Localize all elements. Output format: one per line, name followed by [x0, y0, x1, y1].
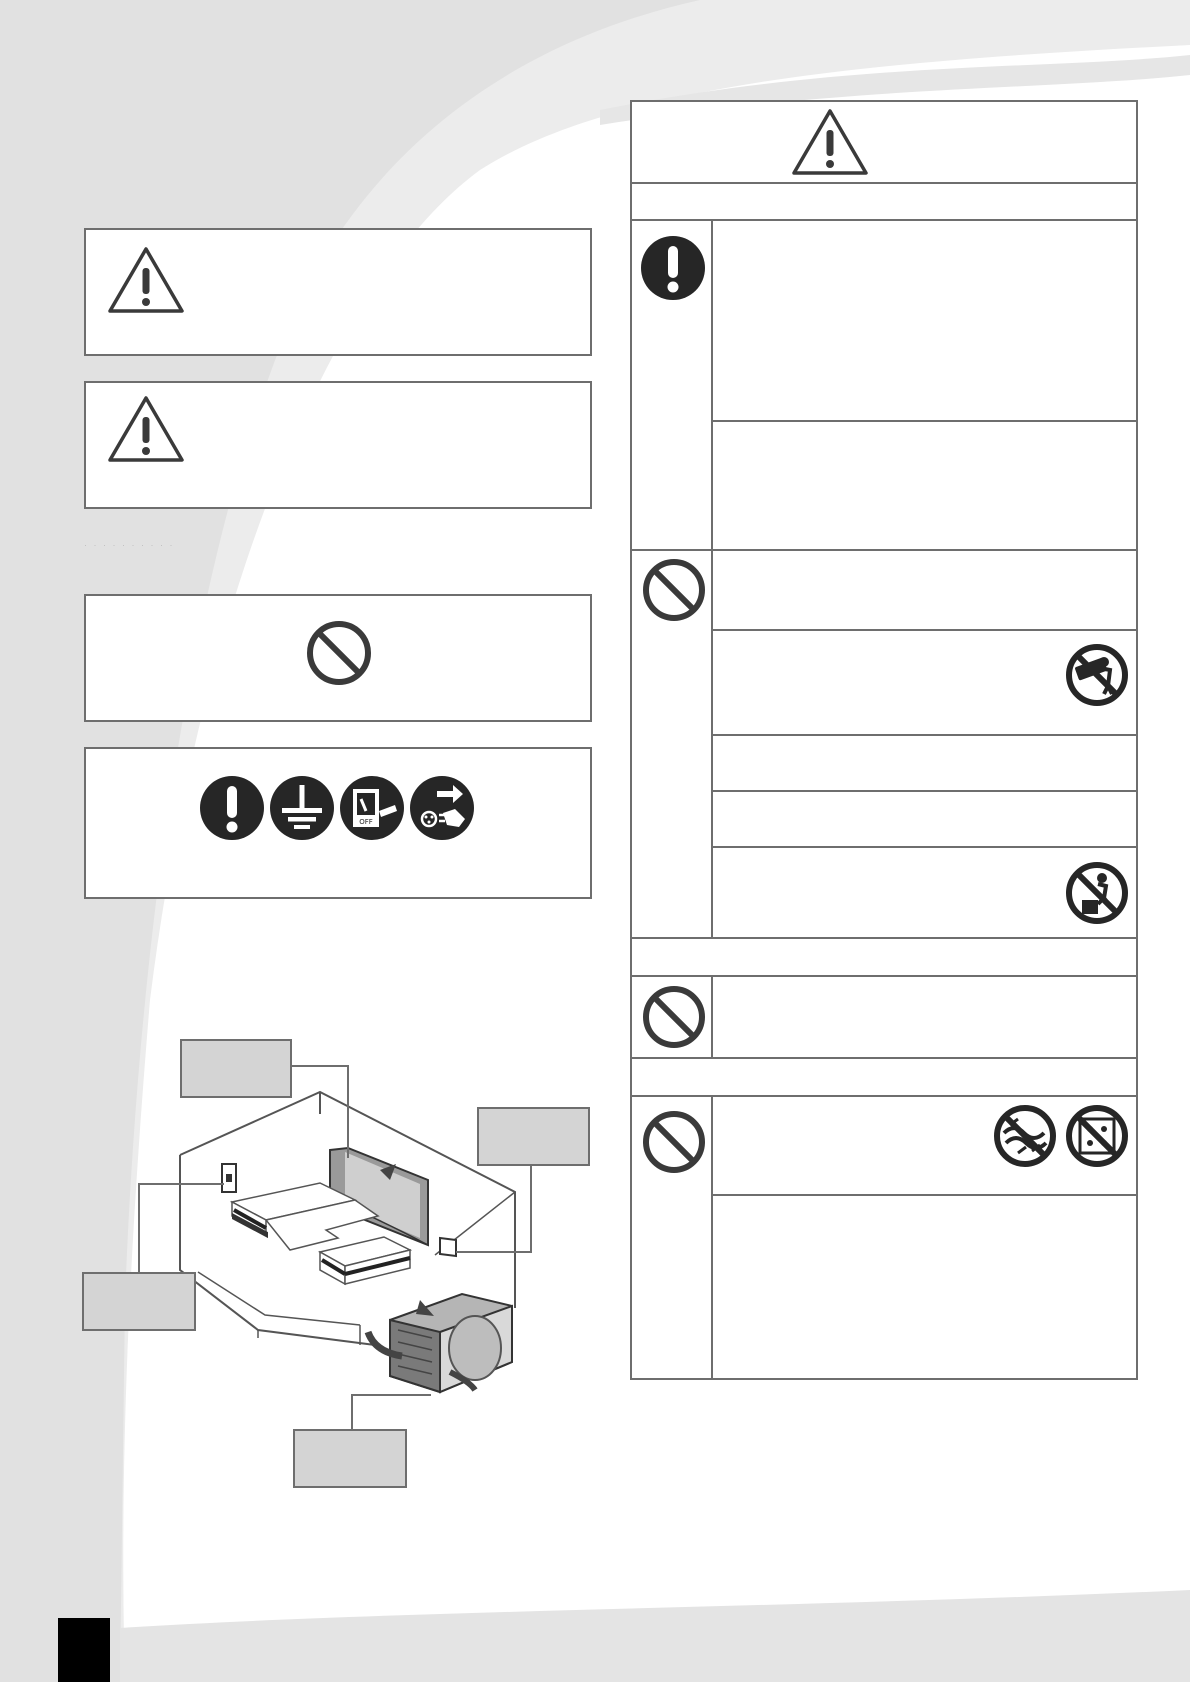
table-rule [711, 1194, 1136, 1196]
warning-box [84, 228, 592, 356]
column-divider [711, 975, 713, 1057]
table-rule [632, 1095, 1136, 1097]
remote-control-label-box [82, 1272, 196, 1331]
exclamation-circle-icon [199, 775, 265, 841]
prohibited-circle-icon [305, 619, 373, 687]
connector-line [138, 1183, 224, 1185]
no-hang-on-unit-icon [1064, 642, 1130, 708]
prohibited-circle-icon [641, 984, 707, 1050]
connector-line [138, 1183, 140, 1273]
indoor-unit-label-box [180, 1039, 292, 1098]
table-rule [711, 629, 1136, 631]
connector-line [351, 1394, 431, 1396]
prohibited-box [84, 594, 592, 722]
warning-triangle-icon [790, 106, 870, 178]
unplug-icon [409, 775, 475, 841]
prohibited-circle-icon [641, 1109, 707, 1175]
table-rule [711, 790, 1136, 792]
instruction-box [84, 747, 592, 899]
column-divider [711, 219, 713, 937]
warning-triangle-icon [106, 393, 186, 465]
connector-line [530, 1165, 532, 1253]
no-climb-on-unit-icon [1064, 860, 1130, 926]
table-rule [632, 1057, 1136, 1059]
table-rule [711, 846, 1136, 848]
table-rule [632, 219, 1136, 221]
connector-line [351, 1394, 353, 1430]
faint-marks: · · · · · · · · · · [84, 540, 175, 550]
page-number-tab [58, 1618, 110, 1682]
connector-line [347, 1065, 349, 1158]
table-rule [711, 420, 1136, 422]
power-plug-label-box [477, 1107, 590, 1166]
no-wet-hands-icon [992, 1103, 1058, 1169]
switch-off-icon [339, 775, 405, 841]
table-rule [632, 182, 1136, 184]
caution-box [84, 381, 592, 509]
outdoor-unit-label-box [293, 1429, 407, 1488]
table-rule [632, 975, 1136, 977]
warning-triangle-icon [106, 244, 186, 316]
no-water-icon [1064, 1103, 1130, 1169]
table-rule [632, 549, 1136, 551]
exclamation-circle-icon [640, 235, 706, 301]
table-rule [711, 734, 1136, 736]
connector-line [456, 1251, 532, 1253]
switch-off-label: OFF [359, 818, 373, 826]
connector-line [291, 1065, 348, 1067]
column-divider [711, 1095, 713, 1380]
table-rule [632, 937, 1136, 939]
prohibited-circle-icon [641, 557, 707, 623]
warning-table [630, 100, 1138, 1380]
earth-ground-icon [269, 775, 335, 841]
